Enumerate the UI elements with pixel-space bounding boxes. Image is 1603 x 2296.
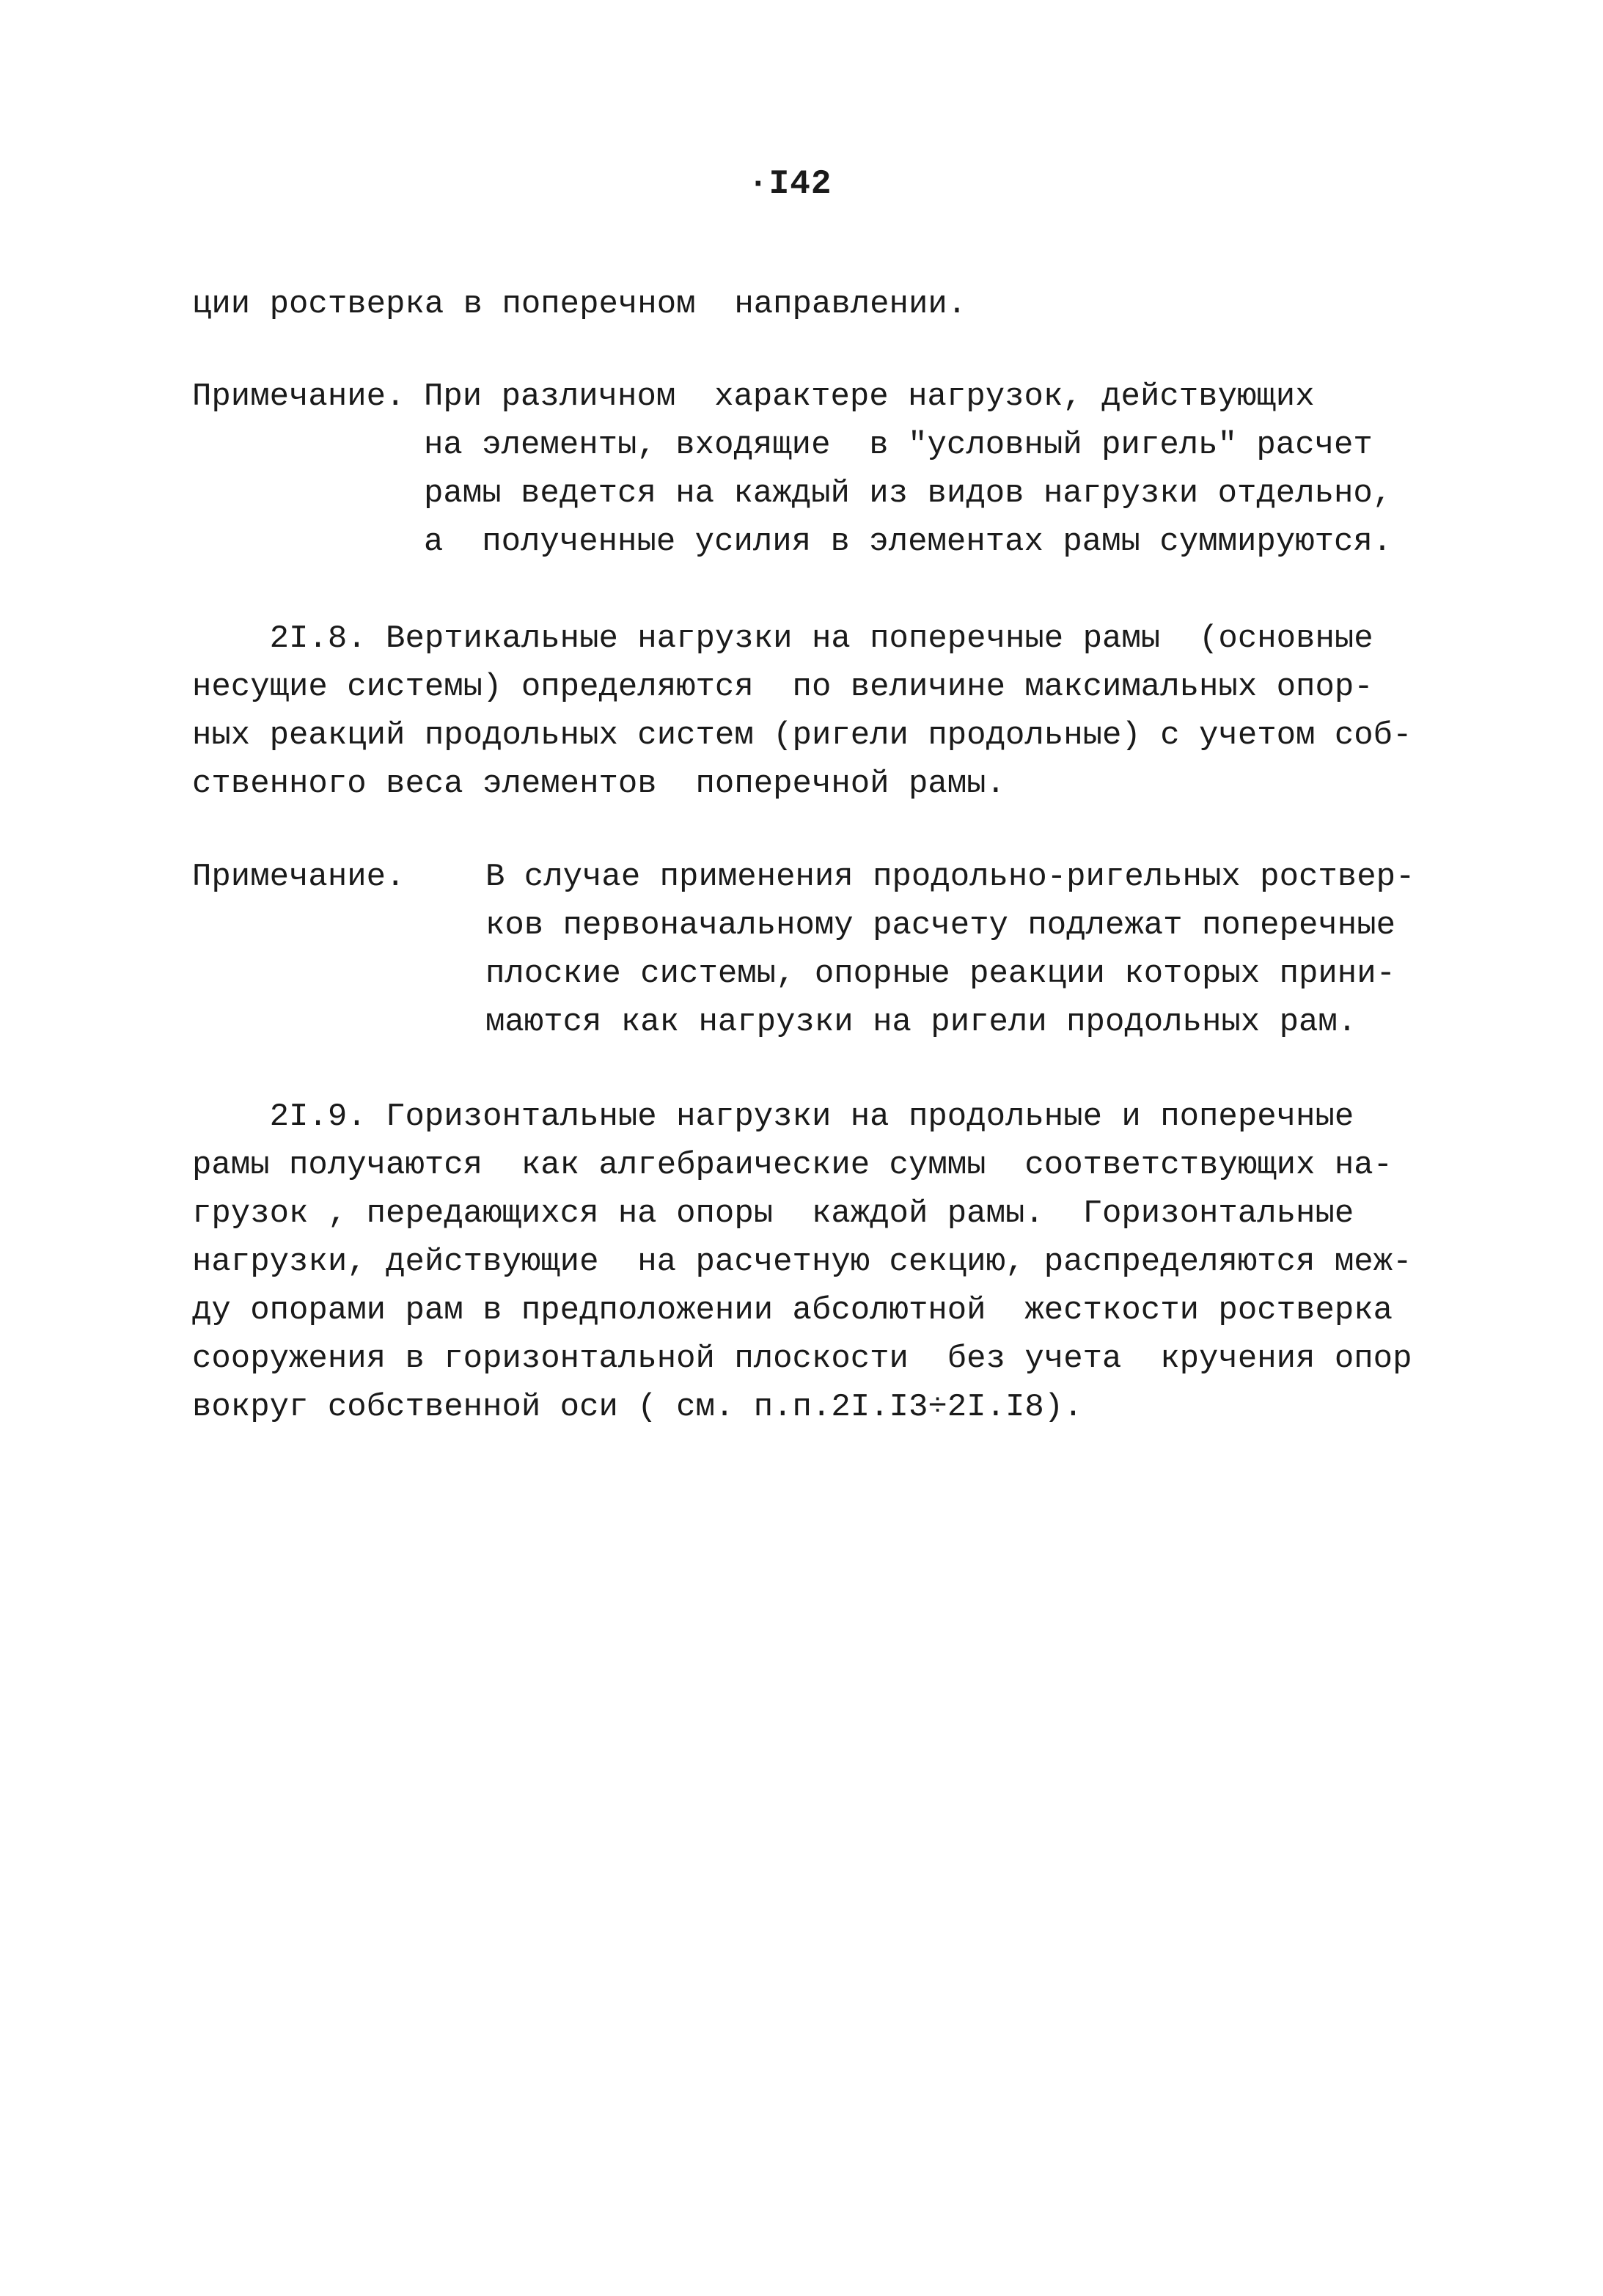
paragraph-line: вокруг собственной оси ( см. п.п.2I.I3÷2I.I8). — [192, 1389, 1083, 1426]
paragraph-line: ду опорами рам в предположении абсолютной жесткости ростверка — [192, 1292, 1393, 1329]
note2-line: В случае применения продольно-ригельных роствер- — [485, 859, 1415, 895]
paragraph-line: ных реакций продольных систем (ригели продольные) с учетом соб- — [192, 717, 1412, 754]
paragraph-21-8 — [192, 615, 1412, 808]
note1-line: на элементы, входящие в "условный ригель" расчет — [424, 427, 1373, 463]
note1-line: рамы ведется на каждый из видов нагрузки отдельно, — [424, 475, 1393, 512]
paragraph-line: несущие системы) определяются по величине максимальных опор- — [192, 669, 1373, 705]
note1-text — [424, 373, 1392, 566]
paragraph-line: грузок , передающихся на опоры каждой рамы. Горизонтальные — [192, 1195, 1354, 1232]
note2-line: плоские системы, опорные реакции которых прини- — [485, 956, 1396, 992]
paragraph-line: рамы получаются как алгебраические суммы соответствующих на- — [192, 1147, 1393, 1184]
paragraph-line: 2I.8. Вертикальные нагрузки на поперечные рамы (основные — [192, 620, 1373, 657]
note2-label: Примечание. — [192, 859, 406, 895]
note2-text — [485, 853, 1415, 1046]
paragraph-21-9 — [192, 1093, 1412, 1431]
page-number: ·I42 — [748, 165, 832, 203]
paragraph-line: сооружения в горизонтальной плоскости без учета кручения опор — [192, 1340, 1412, 1377]
note1-label: Примечание. — [192, 378, 406, 415]
note1-line: а полученные усилия в элементах рамы суммируются. — [424, 524, 1393, 560]
note2-line: маются как нагрузки на ригели продольных рам. — [485, 1004, 1357, 1041]
paragraph-line: ственного веса элементов поперечной рамы. — [192, 766, 1005, 802]
paragraph-line: нагрузки, действующие на расчетную секцию, распределяются меж- — [192, 1244, 1412, 1280]
paragraph-line: 2I.9. Горизонтальные нагрузки на продольные и поперечные — [192, 1099, 1354, 1135]
note1-line: При различном характере нагрузок, действующих — [424, 378, 1315, 415]
note2-line: ков первоначальному расчету подлежат поперечные — [485, 907, 1396, 944]
continuation-line: ции ростверка в поперечном направлении. — [192, 286, 967, 323]
